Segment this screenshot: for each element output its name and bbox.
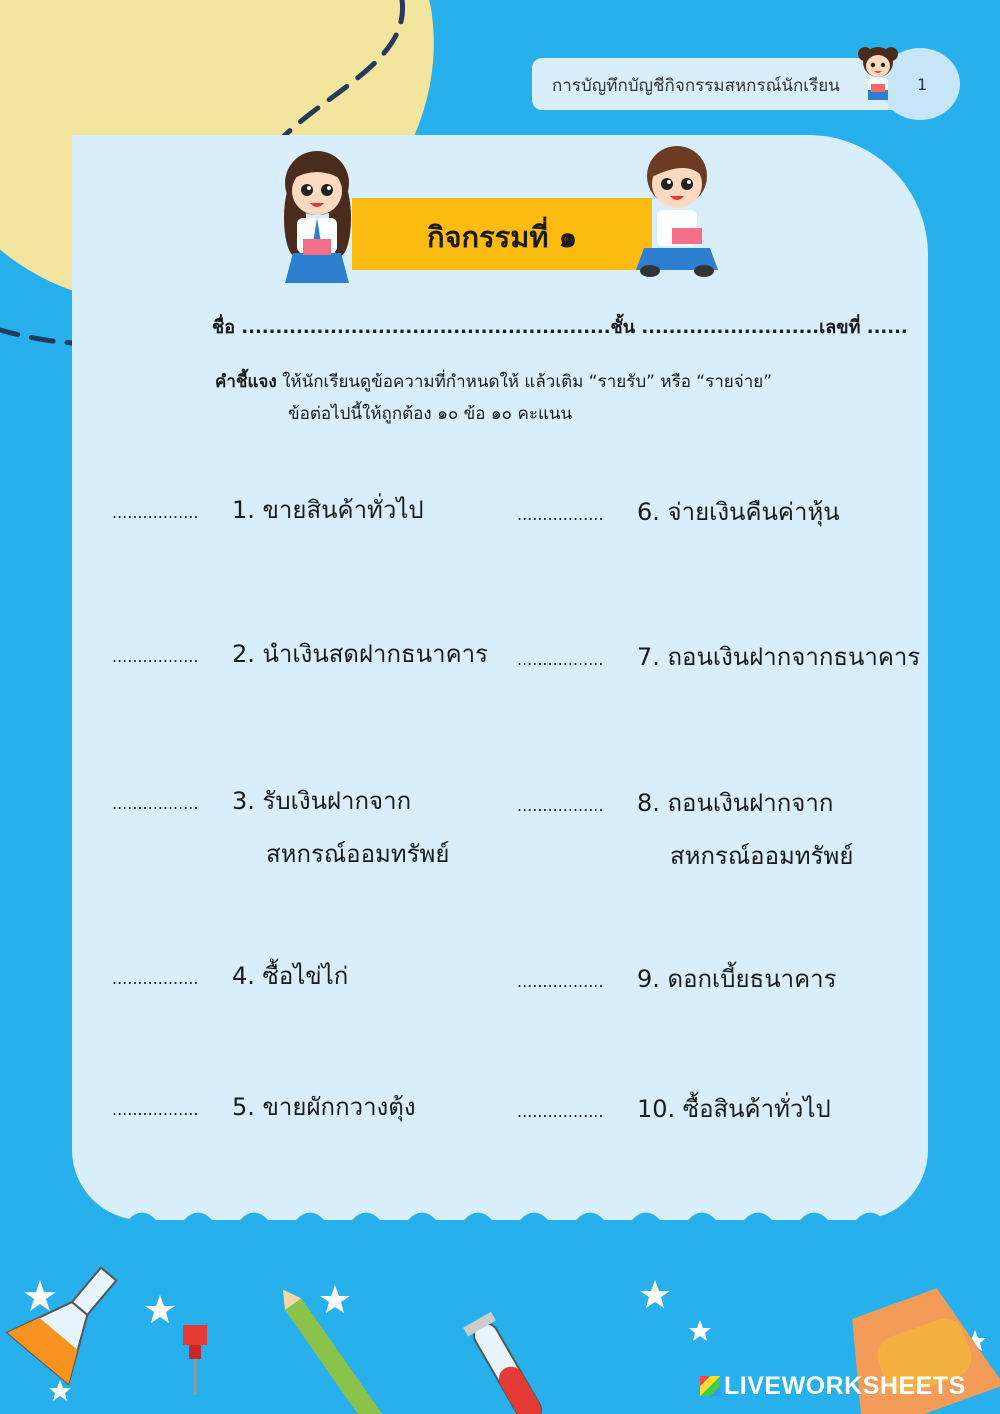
logo-text: LIVEWORKSHEETS [724, 1372, 966, 1400]
question-8 [517, 783, 853, 875]
instructions-line1: ให้นักเรียนดูข้อความที่กำหนดให้ แล้วเติม “รายรับ” หรือ “รายจ่าย” [276, 372, 773, 392]
question-text-1: 1. ขายสินค้าทั่วไป [232, 496, 424, 524]
page-number: 1 [917, 75, 928, 94]
liveworksheets-logo [700, 1372, 966, 1401]
question-text-10: 10. ซื้อสินค้าทั่วไป [637, 1095, 831, 1123]
question-7 [517, 637, 920, 676]
answer-blank-3[interactable]: ................. [112, 794, 199, 813]
question-text-6: 6. จ่ายเงินคืนค่าหุ้น [637, 498, 840, 526]
answer-blank-1[interactable]: ................. [112, 503, 199, 522]
question-3 [112, 781, 449, 873]
question-1 [112, 490, 424, 529]
wavy-edge-decoration [72, 1205, 928, 1245]
worksheet-paper [72, 135, 928, 1220]
instructions-label: คำชี้แจง [215, 372, 277, 392]
question-4 [112, 956, 348, 995]
girl-reading-illustration [275, 143, 360, 293]
question-text-3-cont: สหกรณ์ออมทรัพย์ [266, 840, 450, 868]
small-girl-illustration [853, 40, 903, 110]
question-9 [517, 959, 837, 998]
question-6 [517, 492, 840, 531]
question-text-4: 4. ซื้อไข่ไก่ [232, 962, 349, 990]
student-info-fields[interactable]: ชื่อ ......................................................ชั้น ..........................เลขที่ ...... [212, 317, 908, 338]
question-text-2: 2. นำเงินสดฝากธนาคาร [232, 640, 488, 668]
instructions-line2: ข้อต่อไปนี้ให้ถูกต้อง ๑๐ ข้อ ๑๐ คะแนน [288, 404, 573, 424]
answer-blank-5[interactable]: ................. [112, 1100, 199, 1119]
question-10 [517, 1089, 831, 1128]
question-5 [112, 1087, 416, 1126]
question-text-8: 8. ถอนเงินฝากจาก [637, 789, 834, 817]
answer-blank-8[interactable]: ................. [517, 796, 604, 815]
question-text-3: 3. รับเงินฝากจาก [232, 787, 412, 815]
boy-reading-illustration [632, 138, 722, 283]
question-text-5: 5. ขายผักกวางตุ้ง [232, 1093, 416, 1121]
logo-icon [700, 1376, 720, 1396]
answer-blank-7[interactable]: ................. [517, 650, 604, 669]
question-text-8-cont: สหกรณ์ออมทรัพย์ [670, 842, 854, 870]
header-title: การบัญทึกบัญชีกิจกรรมสหกรณ์นักเรียน [552, 76, 840, 96]
question-text-7: 7. ถอนเงินฝากจากธนาคาร [637, 643, 921, 671]
question-text-9: 9. ดอกเบี้ยธนาคาร [637, 965, 837, 993]
answer-blank-10[interactable]: ................. [517, 1102, 604, 1121]
question-2 [112, 634, 488, 673]
instructions [215, 366, 865, 430]
answer-blank-4[interactable]: ................. [112, 969, 199, 988]
answer-blank-9[interactable]: ................. [517, 972, 604, 991]
activity-title: กิจกรรมที่ ๑ [427, 220, 577, 254]
answer-blank-2[interactable]: ................. [112, 647, 199, 666]
answer-blank-6[interactable]: ................. [517, 505, 604, 524]
